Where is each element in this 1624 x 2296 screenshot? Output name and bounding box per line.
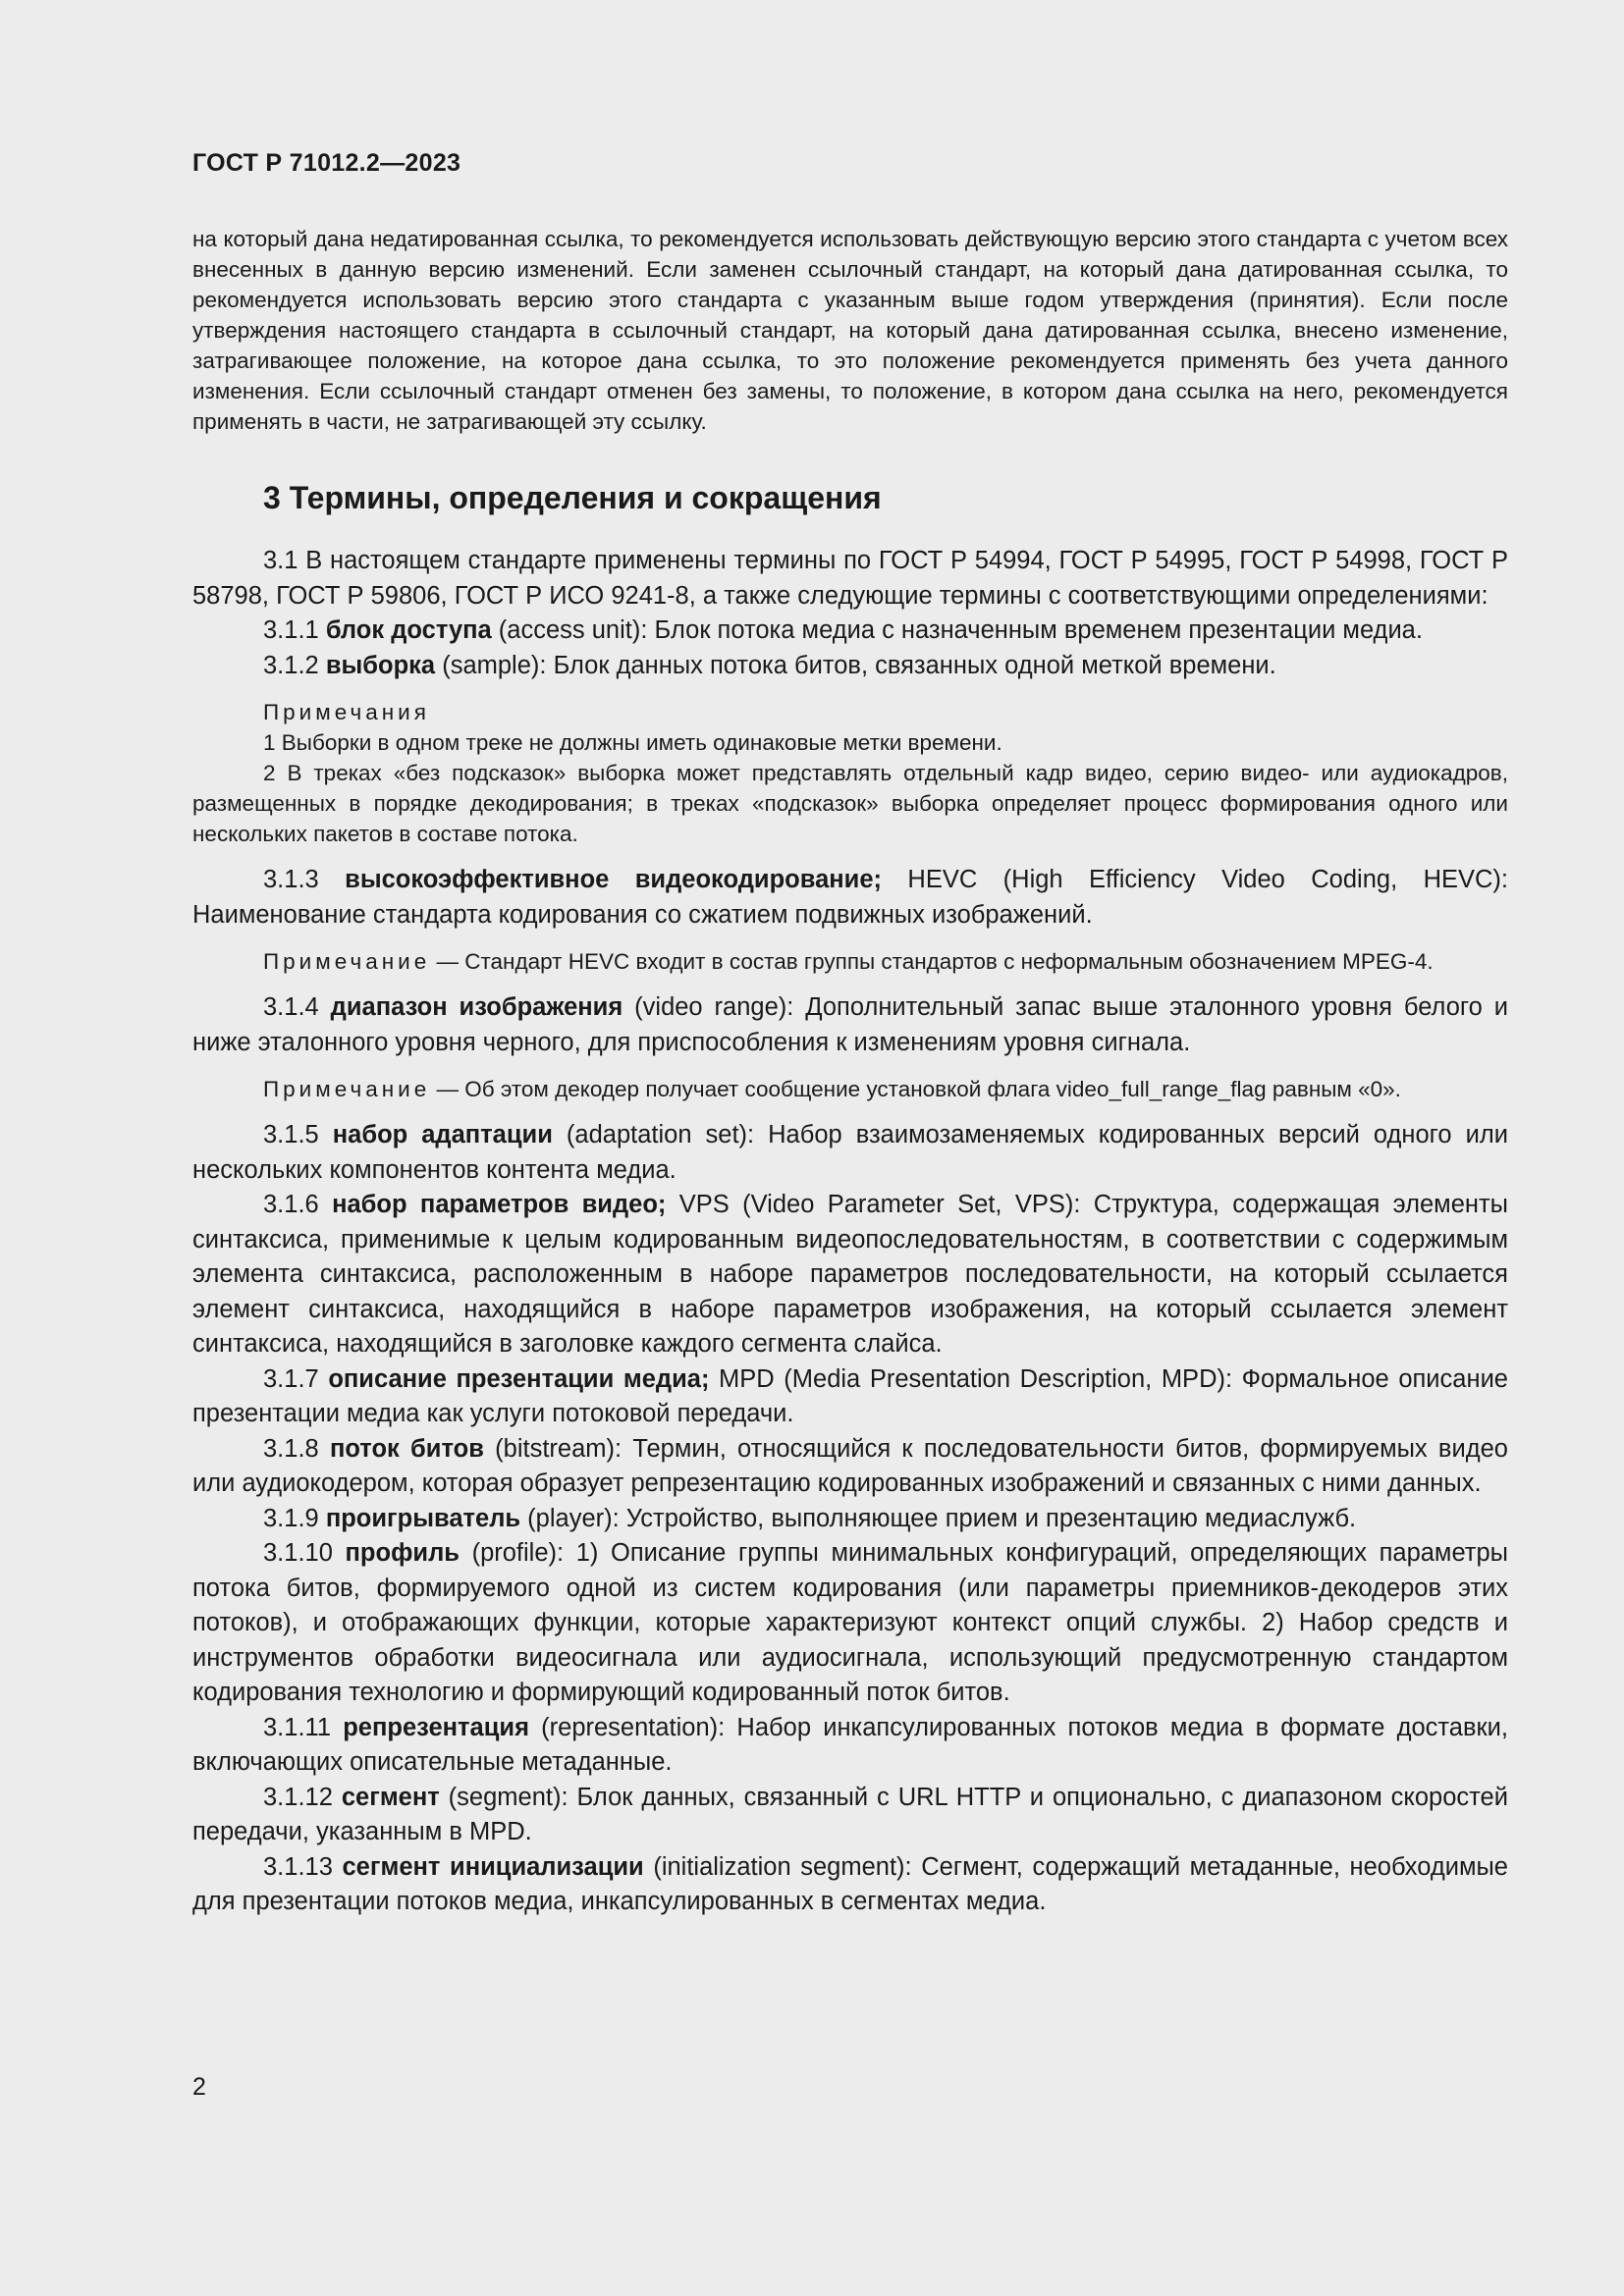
term-name: блок доступа xyxy=(325,616,492,644)
note-3-1-3 xyxy=(192,946,1508,977)
notes-heading: Примечания xyxy=(263,700,430,724)
term-name: набор адаптации xyxy=(332,1121,553,1148)
note-3-1-4 xyxy=(192,1074,1508,1104)
term-definition: (player): Устройство, выполняющее прием и презентацию медиаслужб. xyxy=(520,1504,1357,1532)
section-title: 3 Термины, определения и сокращения xyxy=(263,480,882,515)
term-definition: (segment): Блок данных, связанный с URL HTTP и опционально, с диапазоном скоростей передачи, указанным в MPD. xyxy=(192,1783,1508,1845)
term-3-1-11 xyxy=(192,1711,1508,1781)
term-3-1-10 xyxy=(192,1536,1508,1711)
term-3-1-7 xyxy=(192,1362,1508,1432)
term-name: сегмент инициализации xyxy=(342,1852,644,1881)
term-name: поток битов xyxy=(329,1434,484,1463)
term-name: высокоэффективное видеокодирование; xyxy=(345,866,882,893)
term-3-1-12 xyxy=(192,1781,1508,1850)
note-text: — Об этом декодер получает сообщение установкой флага video_full_range_flag равным «0». xyxy=(430,1077,1401,1101)
note-2: 2 В треках «без подсказок» выборка может представлять отдельный кадр видео, серию видео- или аудиокадров, размещенных в порядке декодирования; в треках «подсказок» выборка определяет процесс формирования одного или нескольких пакетов в составе потока. xyxy=(192,761,1508,846)
term-definition: (adaptation set): Набор взаимозаменяемых кодированных версий одного или нескольких компонентов контента медиа. xyxy=(192,1121,1508,1184)
intro-paragraph: на который дана недатированная ссылка, то рекомендуется использовать действующую версию этого стандарта с учетом всех внесенных в данную версию изменений. Если заменен ссылочный стандарт, на который дана датированная ссылка, то рекомендуется использовать версию этого стандарта с указанным выше годом утверждения (принятия). Если после утверждения настоящего стандарта в ссылочный стандарт, на который дана датированная ссылка, внесено изменение, затрагивающее положение, на которое дана ссылка, то это положение рекомендуется применять без учета данного изменения. Если ссылочный стандарт отменен без замены, то положение, в котором дана ссылка на него, рекомендуется применять в части, не затрагивающей эту ссылку. xyxy=(192,227,1508,434)
term-name: репрезентация xyxy=(343,1713,529,1741)
term-name: диапазон изображения xyxy=(330,993,623,1021)
term-number: 3.1.1 xyxy=(263,616,326,644)
note-1: 1 Выборки в одном треке не должны иметь одинаковые метки времени. xyxy=(263,730,1002,755)
term-number: 3.1.12 xyxy=(263,1783,342,1811)
term-definition: (bitstream): Термин, относящийся к последовательности битов, формируемых видео или аудиокодером, которая образует репрезентацию кодированных изображений и связанных с ними данных. xyxy=(192,1434,1508,1497)
term-number: 3.1.10 xyxy=(263,1539,346,1567)
note-label: Примечание xyxy=(263,1077,431,1101)
term-3-1-3 xyxy=(192,863,1508,933)
term-name: набор параметров видео; xyxy=(332,1191,667,1218)
term-number: 3.1.9 xyxy=(263,1504,326,1532)
term-number: 3.1.7 xyxy=(263,1364,329,1393)
term-3-1-9 xyxy=(192,1502,1508,1537)
term-number: 3.1.6 xyxy=(263,1191,333,1218)
term-definition: MPD (Media Presentation Description, MPD): Формальное описание презентации медиа как услуги потоковой передачи. xyxy=(192,1364,1508,1427)
term-definition: (access unit): Блок потока медиа с назначенным временем презентации медиа. xyxy=(491,616,1423,644)
term-3-1-6 xyxy=(192,1188,1508,1362)
term-3-1-1 xyxy=(192,614,1508,649)
term-definition: (representation): Набор инкапсулированных потоков медиа в формате доставки, включающих описательные метаданные. xyxy=(192,1713,1508,1776)
term-definition: (initialization segment): Сегмент, содержащий метаданные, необходимые для презентации потоков медиа, инкапсулированных в сегментах медиа. xyxy=(192,1852,1508,1915)
term-name: выборка xyxy=(325,651,436,679)
page-content xyxy=(192,224,1508,1920)
term-number: 3.1.4 xyxy=(263,993,331,1021)
page-number: 2 xyxy=(192,2073,206,2101)
term-name: сегмент xyxy=(341,1783,440,1811)
term-number: 3.1.2 xyxy=(263,651,326,679)
term-number: 3.1.8 xyxy=(263,1434,330,1463)
term-number: 3.1.5 xyxy=(263,1121,333,1148)
term-definition: HEVC (High Efficiency Video Coding, HEVC): Наименование стандарта кодирования со сжатием подвижных изображений. xyxy=(192,866,1508,929)
term-3-1-5 xyxy=(192,1118,1508,1188)
term-3-1-13 xyxy=(192,1850,1508,1920)
term-name: профиль xyxy=(345,1539,460,1567)
term-definition: (sample): Блок данных потока битов, связанных одной меткой времени. xyxy=(435,651,1276,679)
term-3-1-4 xyxy=(192,990,1508,1060)
document-header: ГОСТ Р 71012.2—2023 xyxy=(192,149,461,177)
term-name: проигрыватель xyxy=(325,1504,521,1532)
term-number: 3.1.11 xyxy=(263,1713,344,1741)
note-label: Примечание xyxy=(263,949,431,974)
term-3-1-8 xyxy=(192,1432,1508,1502)
note-text: — Стандарт HEVC входит в состав группы стандартов с неформальным обозначением MPEG-4. xyxy=(430,949,1434,974)
term-number: 3.1.3 xyxy=(263,866,346,893)
term-definition: VPS (Video Parameter Set, VPS): Структура, содержащая элементы синтаксиса, применимые к целым кодированным видеопоследовательностям, в соответствии с содержимым элемента синтаксиса, расположенным в наборе параметров последовательности, на который ссылается элемент синтаксиса, находящийся в наборе параметров изображения, на который ссылается элемент синтаксиса, находящийся в заголовке каждого сегмента слайса. xyxy=(192,1191,1508,1358)
term-name: описание презентации медиа; xyxy=(328,1364,710,1393)
term-3-1-2 xyxy=(192,649,1508,684)
clause-3-1: 3.1 В настоящем стандарте применены термины по ГОСТ Р 54994, ГОСТ Р 54995, ГОСТ Р 54998, ГОСТ Р 58798, ГОСТ Р 59806, ГОСТ Р ИСО 9241-8, а также следующие термины с соответствующими определениями: xyxy=(192,547,1508,610)
term-definition: (video range): Дополнительный запас выше эталонного уровня белого и ниже эталонного уровня черного, для приспособления к изменениям уровня сигнала. xyxy=(192,993,1508,1056)
term-definition: (profile): 1) Описание группы минимальных конфигураций, определяющих параметры потока битов, формируемого одной из систем кодирования (или параметры приемников-декодеров этих потоков), и отображающих функции, которые характеризуют контекст опций службы. 2) Набор средств и инструментов обработки видеосигнала или аудиосигнала, использующий предусмотренную стандартом кодирования технологию и формирующий кодированный поток битов. xyxy=(192,1539,1508,1706)
term-number: 3.1.13 xyxy=(263,1852,343,1881)
